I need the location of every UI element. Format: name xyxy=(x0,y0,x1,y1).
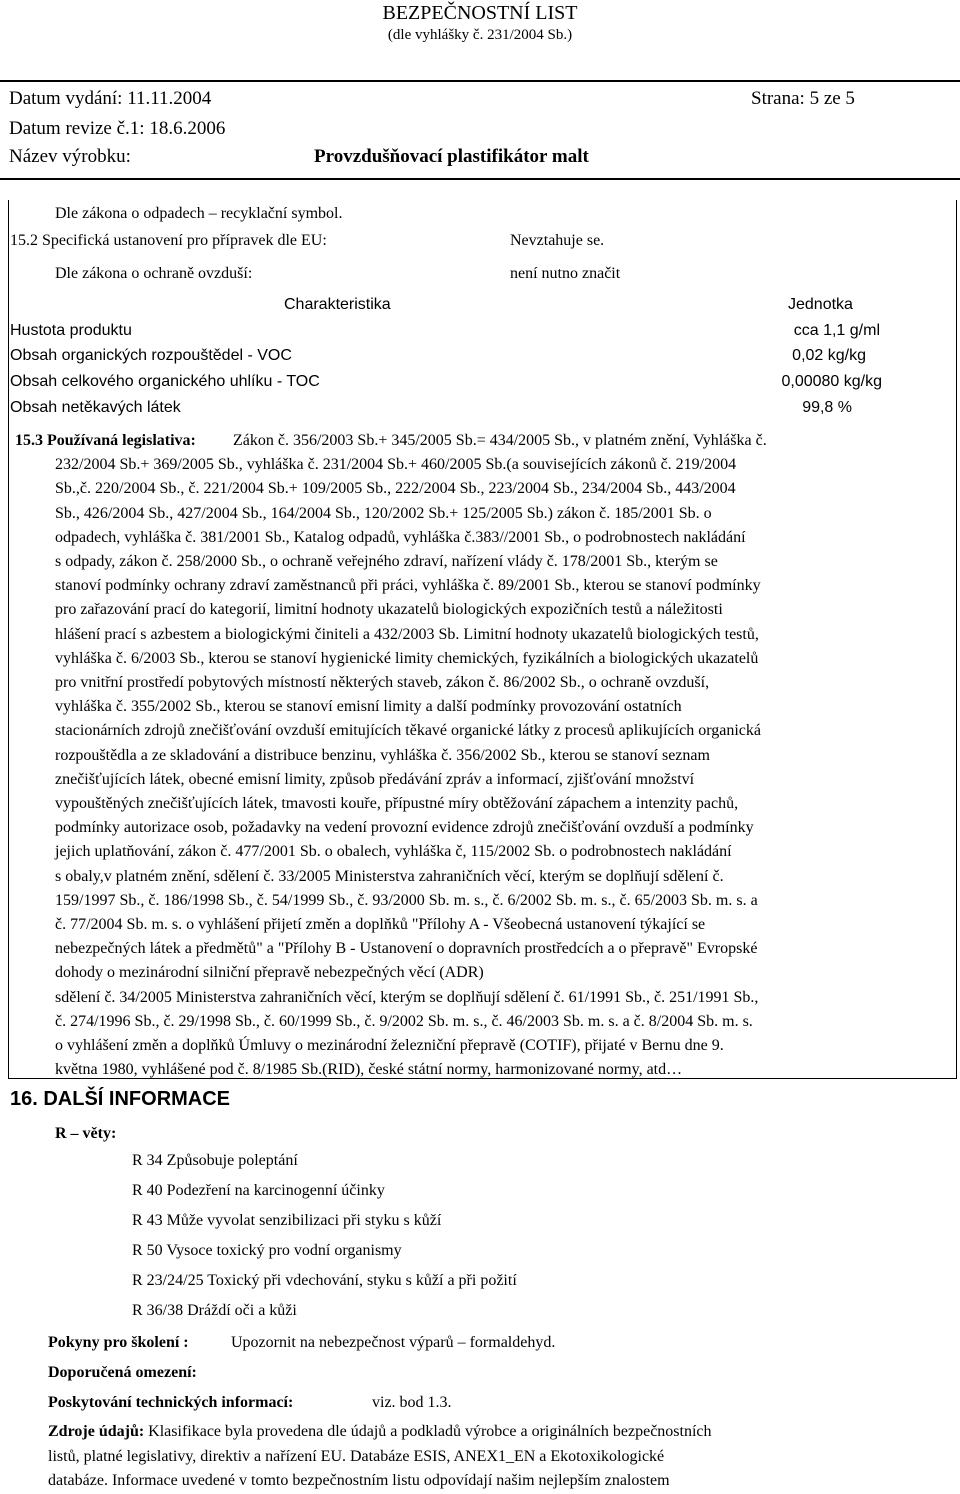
legislation-line: Sb., 426/2004 Sb., 427/2004 Sb., 164/2004 Sb., 120/2002 Sb.+ 125/2005 Sb.) zákon č. 185/2001 Sb. o xyxy=(55,504,712,522)
legislation-line: sdělení č. 34/2005 Ministerstva zahraničních věcí, kterým se doplňují sdělení č. 61/1991 Sb., č. 251/1991 Sb., xyxy=(55,988,759,1006)
tech-info-value: viz. bod 1.3. xyxy=(372,1394,452,1411)
sources-line: databáze. Informace uvedené v tomto bezpečnostním listu odpovídají našim nejlepším znalostem xyxy=(48,1472,670,1489)
product-label: Název výrobku: xyxy=(9,146,131,167)
section16-heading: 16. DALŠÍ INFORMACE xyxy=(10,1088,231,1110)
sources-line: Klasifikace byla provedena dle údajů a podkladů výrobce a originálních bezpečnostních xyxy=(148,1423,712,1440)
sources-line: listů, platné legislativy, direktiv a nařízení EU. Databáze ESIS, ANEX1_EN a Ekotoxikologické xyxy=(48,1447,665,1465)
legislation-line: nebezpečných látek a předmětů" a "Přílohy B - Ustanovení o dopravních prostředcích a o přepravě" Evropské xyxy=(55,940,758,958)
header-top-rule xyxy=(0,80,960,82)
r-phrase-item: R 50 Vysoce toxický pro vodní organismy xyxy=(132,1242,402,1259)
legislation-line: 232/2004 Sb.+ 369/2005 Sb., vyhláška č. 231/2004 Sb.+ 460/2005 Sb.(a souvisejících zákonů č. 219/2004 xyxy=(55,456,737,474)
table-cell-characteristic: Obsah netěkavých látek xyxy=(10,399,181,416)
r-phrase-item: R 43 Může vyvolat senzibilizaci při styku s kůží xyxy=(132,1212,442,1229)
r-phrase-item: R 40 Podezření na karcinogenní účinky xyxy=(132,1182,385,1199)
revision-date: Datum revize č.1: 18.6.2006 xyxy=(9,118,226,139)
legislation-line: hlášení prací s azbestem a biologickými činiteli a 432/2003 Sb. Limitní hodnoty ukazatelů biologických testů, xyxy=(55,625,759,643)
section-bottom-rule xyxy=(8,1078,957,1079)
table-cell-characteristic: Obsah celkového organického uhlíku - TOC xyxy=(10,373,320,390)
r-phrase-item: R 36/38 Dráždí oči a kůži xyxy=(132,1302,297,1319)
frame-right-line xyxy=(956,200,957,1078)
specific-provisions-label: 15.2 Specifická ustanovení pro přípravek dle EU: xyxy=(10,232,327,249)
table-cell-unit: 0,00080 kg/kg xyxy=(781,373,882,390)
training-value: Upozornit na nebezpečnost výparů – formaldehyd. xyxy=(231,1334,556,1351)
legislation-line: května 1980, vyhlášené pod č. 8/1985 Sb.(RID), české státní normy, harmonizované normy, atd… xyxy=(55,1061,683,1079)
legislation-line: o vyhlášení změn a doplňků Úmluvy o mezinárodní železniční přepravě (COTIF), přijaté v Bernu dne 9. xyxy=(55,1037,724,1055)
legislation-line: pro vnitřní prostředí pobytových místností některých staveb, zákon č. 86/2002 Sb., o ochraně ovzduší, xyxy=(55,674,710,692)
legislation-line: Zákon č. 356/2003 Sb.+ 345/2005 Sb.= 434/2005 Sb., v platném znění, Vyhláška č. xyxy=(233,432,767,449)
legislation-line: dohody o mezinárodní silniční přepravě nebezpečných věcí (ADR) xyxy=(55,964,484,982)
header-bottom-rule xyxy=(0,178,960,180)
waste-symbol-text: Dle zákona o odpadech – recyklační symbol. xyxy=(55,205,343,222)
frame-left-line xyxy=(8,200,9,1078)
legislation-line: pro zařazování prací do kategorií, limitní hodnoty ukazatelů biologických expozičních testů a náležitosti xyxy=(55,601,723,619)
air-protection-label: Dle zákona o ochraně ovzduší: xyxy=(55,265,253,282)
legislation-line: vyhláška č. 355/2002 Sb., kterou se stanoví emisní limity a další podmínky provozování ostatních xyxy=(55,698,682,716)
sources-paragraph xyxy=(48,1420,900,1494)
table-header-unit: Jednotka xyxy=(788,296,853,313)
tech-info-label: Poskytování technických informací: xyxy=(48,1394,294,1411)
training-label: Pokyny pro školení : xyxy=(48,1334,189,1351)
legislation-line: rozpouštědla a ze skladování a distribuce benzinu, vyhláška č. 356/2002 Sb., kterou se stanoví seznam xyxy=(55,746,710,764)
table-cell-unit: 99,8 % xyxy=(802,399,852,416)
legislation-label: 15.3 Používaná legislativa: xyxy=(15,432,196,449)
legislation-line: znečišťujících látek, obecné emisní limity, způsob předávání zpráv a informací, zjišťování množství xyxy=(55,770,695,788)
table-header-characteristic: Charakteristika xyxy=(284,296,391,313)
air-protection-value: není nutno značit xyxy=(510,265,621,282)
restrictions-label: Doporučená omezení: xyxy=(48,1364,197,1381)
table-cell-unit: 0,02 kg/kg xyxy=(792,347,866,364)
legislation-line: vyhláška č. 6/2003 Sb., kterou se stanoví hygienické limity chemických, fyzikálních a biologických ukazatelů xyxy=(55,649,759,667)
legislation-line: Sb.,č. 220/2004 Sb., č. 221/2004 Sb.+ 109/2005 Sb., 222/2004 Sb., 223/2004 Sb., 234/2004 Sb., 443/2004 xyxy=(55,480,736,498)
sources-label: Zdroje údajů: xyxy=(48,1423,145,1440)
legislation-line: 159/1997 Sb., č. 186/1998 Sb., č. 54/1999 Sb., č. 93/2000 Sb. m. s., č. 6/2002 Sb. m. s., č. 65/2003 Sb. m. s. a xyxy=(55,891,758,909)
legislation-line: jejich uplatňování, zákon č. 477/2001 Sb. o obalech, vyhláška č, 115/2002 Sb. o podrobnostech nakládání xyxy=(55,843,732,861)
legislation-line: č. 274/1996 Sb., č. 29/1998 Sb., č. 60/1999 Sb., č. 9/2002 Sb. m. s., č. 46/2003 Sb. m. s. a č. 8/2004 Sb. m. s. xyxy=(55,1012,753,1030)
legislation-paragraph xyxy=(15,429,950,1082)
legislation-line: s odpady, zákon č. 258/2000 Sb., o ochraně veřejného zdraví, nařízení vlády č. 178/2001 Sb., kterým se xyxy=(55,553,718,571)
specific-provisions-value: Nevztahuje se. xyxy=(510,232,605,249)
page-number: Strana: 5 ze 5 xyxy=(751,88,855,109)
legislation-line: č. 77/2004 Sb. m. s. o vyhlášení přijetí změn a doplňků "Přílohy A - Všeobecná ustanovení týkající se xyxy=(55,916,706,934)
r-phrase-item: R 34 Způsobuje poleptání xyxy=(132,1152,298,1169)
table-cell-characteristic: Obsah organických rozpouštědel - VOC xyxy=(10,347,292,364)
legislation-line: stacionárních zdrojů znečišťování ovzduší emitujících těkavé organické látky z procesů aplikujících organická xyxy=(55,722,761,740)
legislation-line: odpadech, vyhláška č. 381/2001 Sb., Katalog odpadů, vyhláška č.383//2001 Sb., o podrobnostech nakládání xyxy=(55,528,746,546)
legislation-line: vypouštěných znečišťujících látek, tmavosti kouře, přípustné míry obtěžování zápachem a intenzity pachů, xyxy=(55,795,739,813)
document-title: BEZPEČNOSTNÍ LIST xyxy=(382,2,578,24)
document-subtitle: (dle vyhlášky č. 231/2004 Sb.) xyxy=(387,27,573,43)
legislation-line: podmínky autorizace osob, požadavky na vedení provozní evidence zdrojů znečišťování ovzduší a podmínky xyxy=(55,819,754,837)
issue-date: Datum vydání: 11.11.2004 xyxy=(9,88,212,109)
r-phrase-item: R 23/24/25 Toxický při vdechování, styku s kůží a při požití xyxy=(132,1272,517,1289)
r-phrases-label: R – věty: xyxy=(55,1125,117,1142)
table-cell-characteristic: Hustota produktu xyxy=(10,322,132,339)
legislation-line: s obaly,v platném znění, sdělení č. 33/2005 Ministerstva zahraničních věcí, kterým se doplňují sdělení č. xyxy=(55,867,724,885)
product-name: Provzdušňovací plastifikátor malt xyxy=(314,146,589,167)
table-cell-unit: cca 1,1 g/ml xyxy=(793,322,880,339)
legislation-line: stanoví podmínky ochrany zdraví zaměstnanců při práci, vyhláška č. 89/2001 Sb., kterou se stanoví podmínky xyxy=(55,577,761,595)
